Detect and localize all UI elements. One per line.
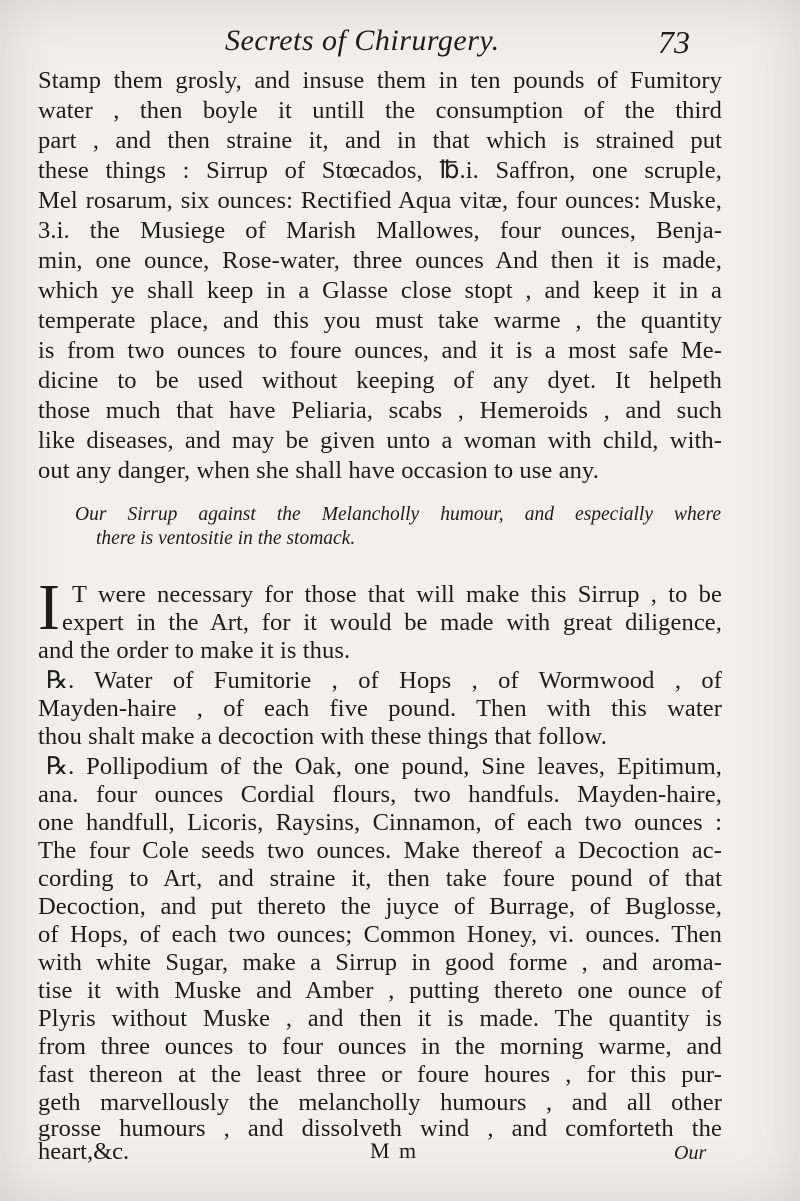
text-line: water , then boyle it untill the consumption of the third bbox=[38, 97, 722, 124]
text-line: those much that have Peliaria, scabs , Hemeroids , and such bbox=[38, 397, 722, 424]
text-line: from three ounces to four ounces in the morning warme, and bbox=[38, 1033, 722, 1060]
text-line: min, one ounce, Rose-water, three ounces And then it is made, bbox=[38, 247, 722, 274]
running-title: Secrets of Chirurgery. bbox=[225, 24, 500, 57]
section-heading: Our Sirrup against the Melancholly humour, and especially where bbox=[75, 504, 721, 525]
text-line: Stamp them grosly, and insuse them in ten pounds of Fumitory bbox=[38, 67, 722, 94]
text-line: like diseases, and may be given unto a woman with child, with- bbox=[38, 427, 722, 454]
text-line: ℞. Water of Fumitorie , of Hops , of Wormwood , of bbox=[46, 667, 722, 694]
text-line: fast thereon at the least three or foure houres , for this pur- bbox=[38, 1061, 722, 1088]
final-line: heart,&c. bbox=[38, 1138, 130, 1165]
section-heading: there is ventositie in the stomack. bbox=[96, 528, 356, 549]
text-line: Mayden-haire , of each five pound. Then with this water bbox=[38, 695, 722, 722]
text-line: dicine to be used without keeping of any dyet. It helpeth bbox=[38, 367, 722, 394]
drop-cap: I bbox=[38, 571, 60, 644]
text-line: and the order to make it is thus. bbox=[38, 637, 351, 664]
signature-mark: M m bbox=[370, 1138, 419, 1163]
text-line: with white Sugar, make a Sirrup in good forme , and aroma- bbox=[38, 949, 722, 976]
page-number: 73 bbox=[658, 24, 690, 60]
text-line: of Hops, of each two ounces; Common Honey, vi. ounces. Then bbox=[38, 921, 722, 948]
text-line: temperate place, and this you must take warme , the quantity bbox=[38, 307, 722, 334]
text-line: out any danger, when she shall have occasion to use any. bbox=[38, 457, 599, 484]
text-line: Mel rosarum, six ounces: Rectified Aqua vitæ, four ounces: Muske, bbox=[38, 187, 722, 214]
text-line: The four Cole seeds two ounces. Make thereof a Decoction ac- bbox=[38, 837, 722, 864]
text-line: Plyris without Muske , and then it is made. The quantity is bbox=[38, 1005, 722, 1032]
page-header bbox=[0, 18, 800, 64]
text-line: T were necessary for those that will make this Sirrup , to be bbox=[72, 581, 722, 608]
text-line: cording to Art, and straine it, then take foure pound of that bbox=[38, 865, 722, 892]
text-line: tise it with Muske and Amber , putting thereto one ounce of bbox=[38, 977, 722, 1004]
text-line: thou shalt make a decoction with these things that follow. bbox=[38, 723, 607, 750]
text-line: 3.i. the Musiege of Marish Mallowes, four ounces, Benja- bbox=[38, 217, 722, 244]
text-line: one handfull, Licoris, Raysins, Cinnamon, of each two ounces : bbox=[38, 809, 722, 836]
text-line: grosse humours , and dissolveth wind , and comforteth the bbox=[38, 1115, 722, 1142]
text-line: ana. four ounces Cordial flours, two handfuls. Mayden-haire, bbox=[38, 781, 722, 808]
text-line: which ye shall keep in a Glasse close stopt , and keep it in a bbox=[38, 277, 722, 304]
text-line: is from two ounces to foure ounces, and it is a most safe Me- bbox=[38, 337, 722, 364]
text-line: expert in the Art, for it would be made with great diligence, bbox=[62, 609, 722, 636]
catchword: Our bbox=[674, 1142, 707, 1164]
text-line: Decoction, and put thereto the juyce of Burrage, of Buglosse, bbox=[38, 893, 722, 920]
text-line: geth marvellously the melancholly humours , and all other bbox=[38, 1089, 722, 1116]
text-line: ℞. Pollipodium of the Oak, one pound, Sine leaves, Epitimum, bbox=[46, 753, 722, 780]
text-line: these things : Sirrup of Stœcados, ℔.i. Saffron, one scruple, bbox=[38, 157, 722, 184]
text-line: part , and then straine it, and in that which is strained put bbox=[38, 127, 722, 154]
